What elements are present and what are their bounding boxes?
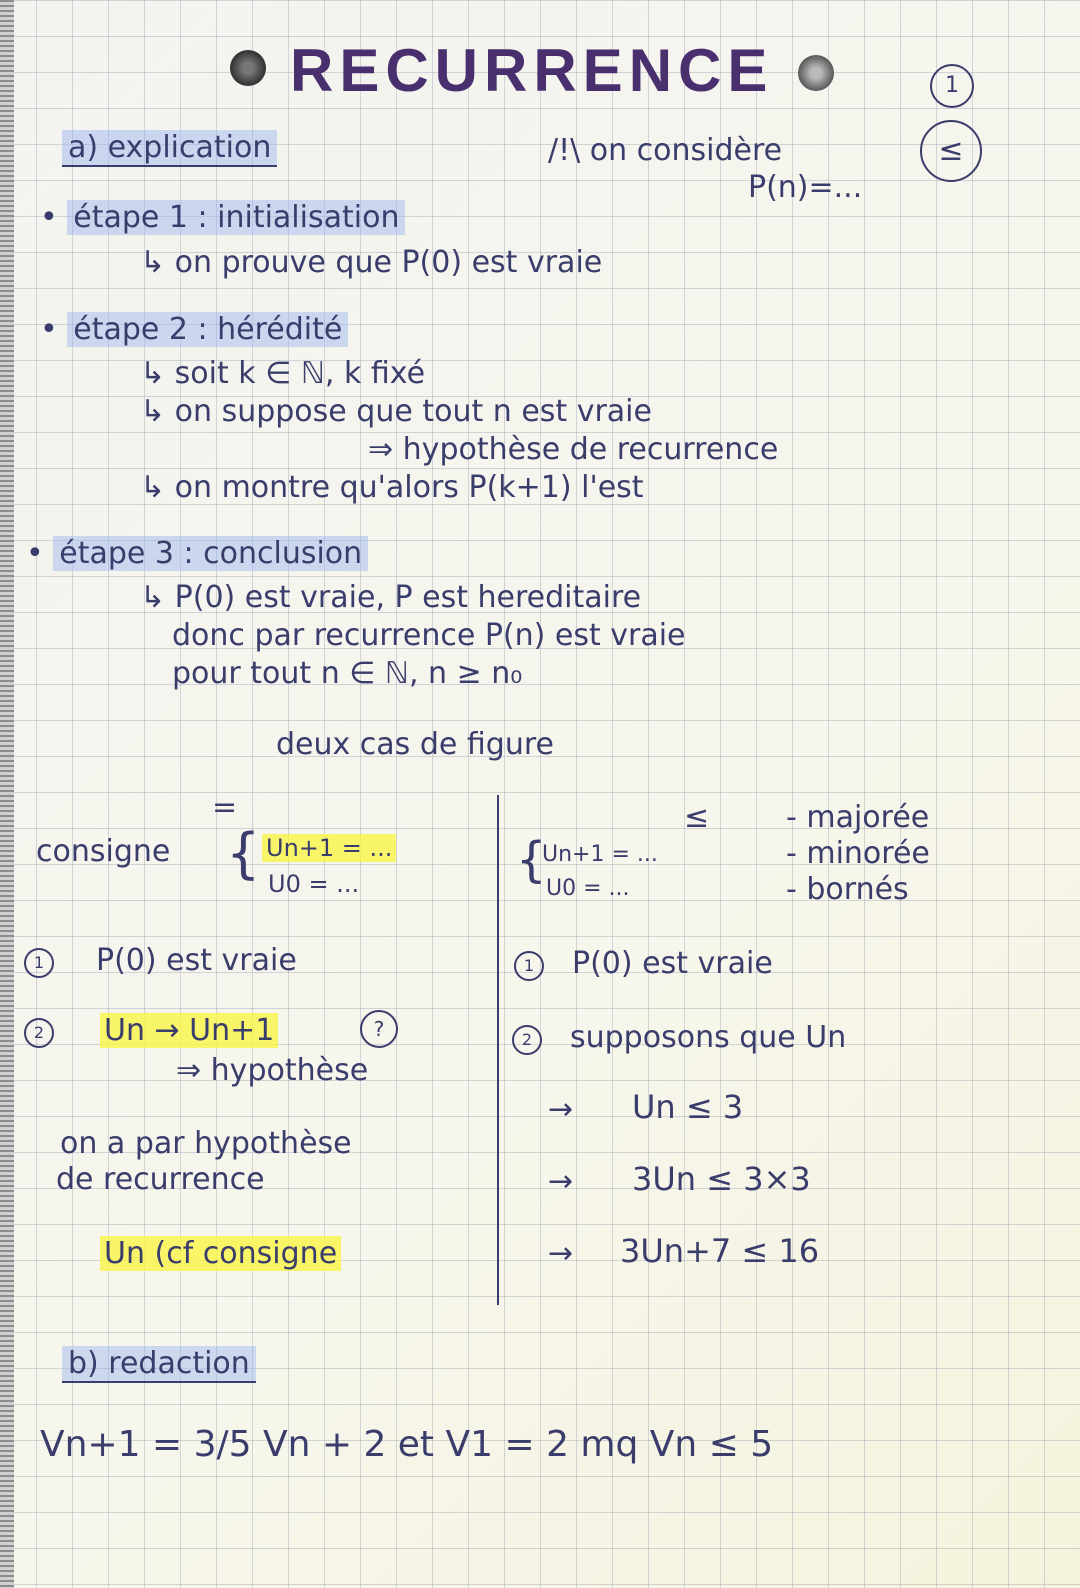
left-text-2: de recurrence xyxy=(56,1162,265,1197)
left-consigne-brace: { xyxy=(226,822,261,885)
page-title: RECURRENCE xyxy=(290,37,774,104)
left-text-1: on a par hypothèse xyxy=(60,1126,352,1161)
step-1-line-1: ↳ on prouve que P(0) est vraie xyxy=(140,245,603,280)
right-consigne-brace: { xyxy=(516,832,547,888)
right-arrow-2: → xyxy=(548,1164,574,1199)
right-item-1-badge: 1 xyxy=(514,951,544,981)
right-bound-3: - bornés xyxy=(786,872,909,907)
left-item-1-badge: 1 xyxy=(24,948,54,978)
cases-title: deux cas de figure xyxy=(276,727,554,762)
title-bullet-right xyxy=(798,55,834,91)
spiral-edge xyxy=(0,0,14,1588)
right-consigne-top: Un+1 = ... xyxy=(542,842,658,867)
right-symbol: ≤ xyxy=(684,800,710,835)
section-a-heading: a) explication xyxy=(62,130,277,165)
step-2-line-1: ↳ soit k ∈ ℕ, k fixé xyxy=(140,356,426,391)
inequality-badge: ≤ xyxy=(920,120,982,182)
right-step-3: 3Un+7 ≤ 16 xyxy=(620,1232,820,1270)
step-3-line-3: pour tout n ∈ ℕ, n ≥ n₀ xyxy=(172,656,523,691)
step-3-heading: • étape 3 : conclusion xyxy=(26,536,368,571)
page-number-badge: 1 xyxy=(930,64,974,108)
step-1-heading: • étape 1 : initialisation xyxy=(40,200,405,235)
step-3-line-2: donc par recurrence P(n) est vraie xyxy=(172,618,686,653)
left-item-1: P(0) est vraie xyxy=(96,943,297,978)
section-b-formula: Vn+1 = 3/5 Vn + 2 et V1 = 2 mq Vn ≤ 5 xyxy=(40,1424,774,1465)
right-step-1: Un ≤ 3 xyxy=(632,1088,744,1126)
step-2-line-4: ↳ on montre qu'alors P(k+1) l'est xyxy=(140,470,644,505)
left-consigne-top: Un+1 = ... xyxy=(262,834,396,862)
left-symbol: = xyxy=(212,790,238,825)
right-consigne-bottom: U0 = ... xyxy=(546,876,630,901)
left-consigne-label: consigne xyxy=(36,834,171,869)
right-arrow-3: → xyxy=(548,1236,574,1271)
step-2-line-3: ⇒ hypothèse de recurrence xyxy=(368,432,779,467)
left-item-2-badge: 2 xyxy=(24,1018,54,1048)
section-a-note: /!\ on considère xyxy=(548,133,783,168)
left-item-2b: ⇒ hypothèse xyxy=(176,1053,369,1088)
section-a-note2: P(n)=... xyxy=(748,170,863,205)
right-bound-1: - majorée xyxy=(786,800,930,835)
right-bound-2: - minorée xyxy=(786,836,930,871)
step-3-line-1: ↳ P(0) est vraie, P est hereditaire xyxy=(140,580,642,615)
right-item-2-badge: 2 xyxy=(512,1025,542,1055)
column-divider xyxy=(497,795,499,1305)
step-2-heading: • étape 2 : hérédité xyxy=(40,312,348,347)
question-badge: ? xyxy=(360,1010,398,1048)
left-item-2a: Un → Un+1 xyxy=(100,1013,278,1048)
step-2-line-2: ↳ on suppose que tout n est vraie xyxy=(140,394,652,429)
section-b-heading: b) redaction xyxy=(62,1346,256,1381)
right-arrow-1: → xyxy=(548,1092,574,1127)
right-item-2: supposons que Un xyxy=(570,1020,847,1055)
left-consigne-bottom: U0 = ... xyxy=(268,870,360,898)
right-item-1: P(0) est vraie xyxy=(572,946,773,981)
left-text-3: Un (cf consigne xyxy=(100,1236,341,1271)
right-step-2: 3Un ≤ 3×3 xyxy=(632,1160,811,1198)
title-bullet-left xyxy=(230,50,266,86)
